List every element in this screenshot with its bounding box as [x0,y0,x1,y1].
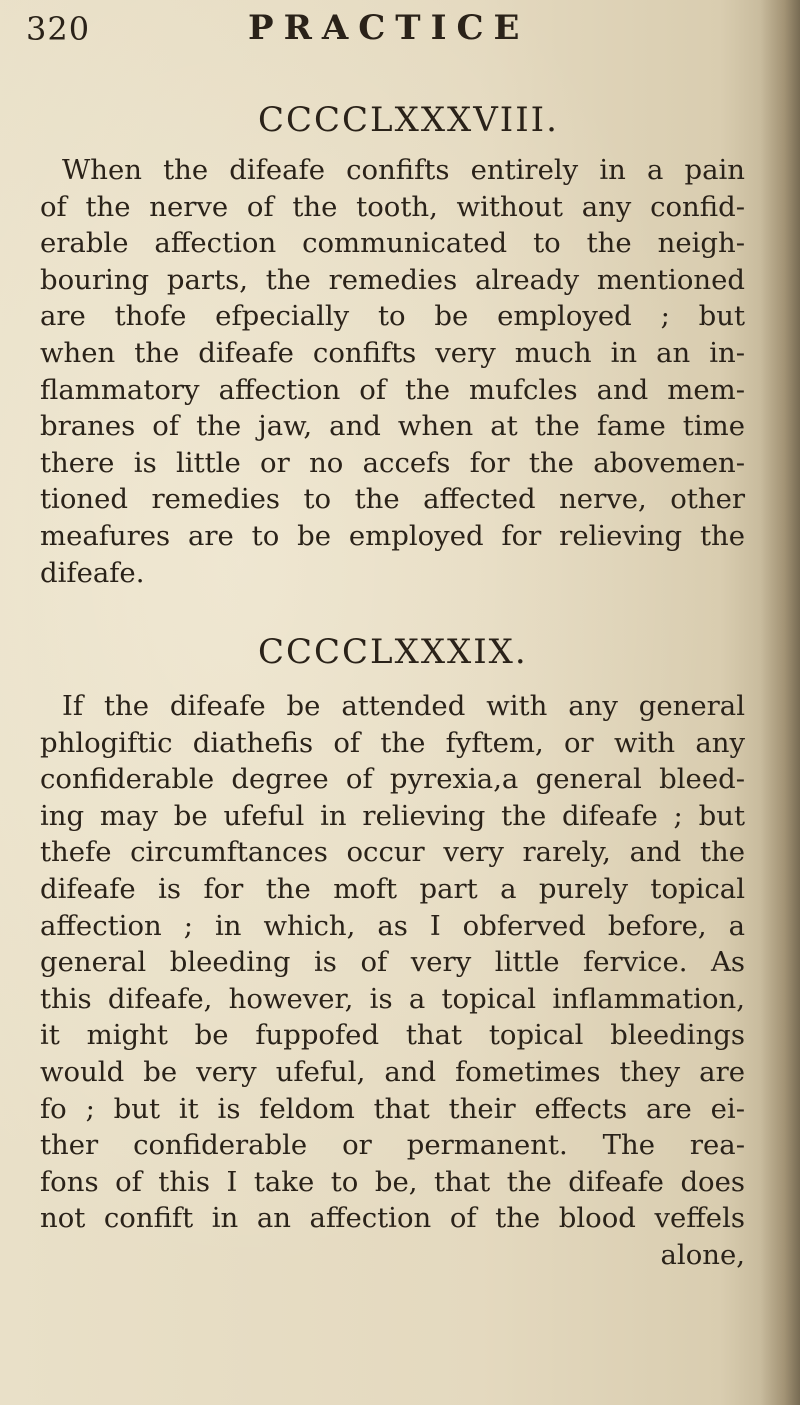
section-2-paragraph [40,688,745,1274]
text-line: would be very ufeful, and fometimes they are [40,1055,745,1088]
page-edge-shadow [760,0,800,1405]
text-line: phlogiftic diathefis of the fyftem, or with any [40,726,745,759]
section-heading-2: CCCCLXXXIX. [258,632,528,672]
text-line: this difeafe, however, is a topical inflammation, [40,982,745,1015]
text-line: When the difeafe confifts entirely in a pain [62,154,745,186]
running-head [26,6,726,56]
text-line: of the nerve of the tooth, without any confid- [40,190,745,223]
text-line: fons of this I take to be, that the difeafe does [40,1165,745,1198]
text-line: ing may be ufeful in relieving the difeafe ; but [40,799,745,832]
text-line: when the difeafe confifts very much in an in- [40,336,745,369]
text-line: If the difeafe be attended with any general [62,690,745,722]
text-line: tioned remedies to the affected nerve, other [40,483,745,516]
text-line: affection ; in which, as I obferved before, a [40,909,745,942]
running-head-title: PRACTICE [248,8,530,48]
text-line: difeafe. [40,556,145,589]
text-line: confiderable degree of pyrexia,a general bleed- [40,763,745,796]
text-line: thefe circumftances occur very rarely, and the [40,836,745,869]
text-line: erable affection communicated to the neigh- [40,227,745,260]
text-line: meafures are to be employed for relieving the [40,519,745,552]
page-number: 320 [26,10,91,48]
text-line: bouring parts, the remedies already mentioned [40,263,745,296]
text-line: are thofe efpecially to be employed ; but [40,300,745,333]
section-1-paragraph [40,152,745,591]
section-heading-1: CCCCLXXXVIII. [258,100,559,140]
text-line: not confift in an affection of the blood veffels [40,1202,745,1235]
text-line: general bleeding is of very little fervice. As [40,946,745,979]
text-line: ther confiderable or permanent. The rea- [40,1129,745,1162]
text-line: there is little or no accefs for the abovemen- [40,446,745,479]
text-line: flammatory affection of the mufcles and mem- [40,373,745,406]
text-line: difeafe is for the moft part a purely topical [40,872,745,905]
text-line-catchword: alone, [660,1238,745,1271]
text-line: fo ; but it is feldom that their effects are ei- [40,1092,745,1125]
text-line: it might be fuppofed that topical bleedings [40,1019,745,1052]
text-line: branes of the jaw, and when at the fame time [40,410,745,443]
